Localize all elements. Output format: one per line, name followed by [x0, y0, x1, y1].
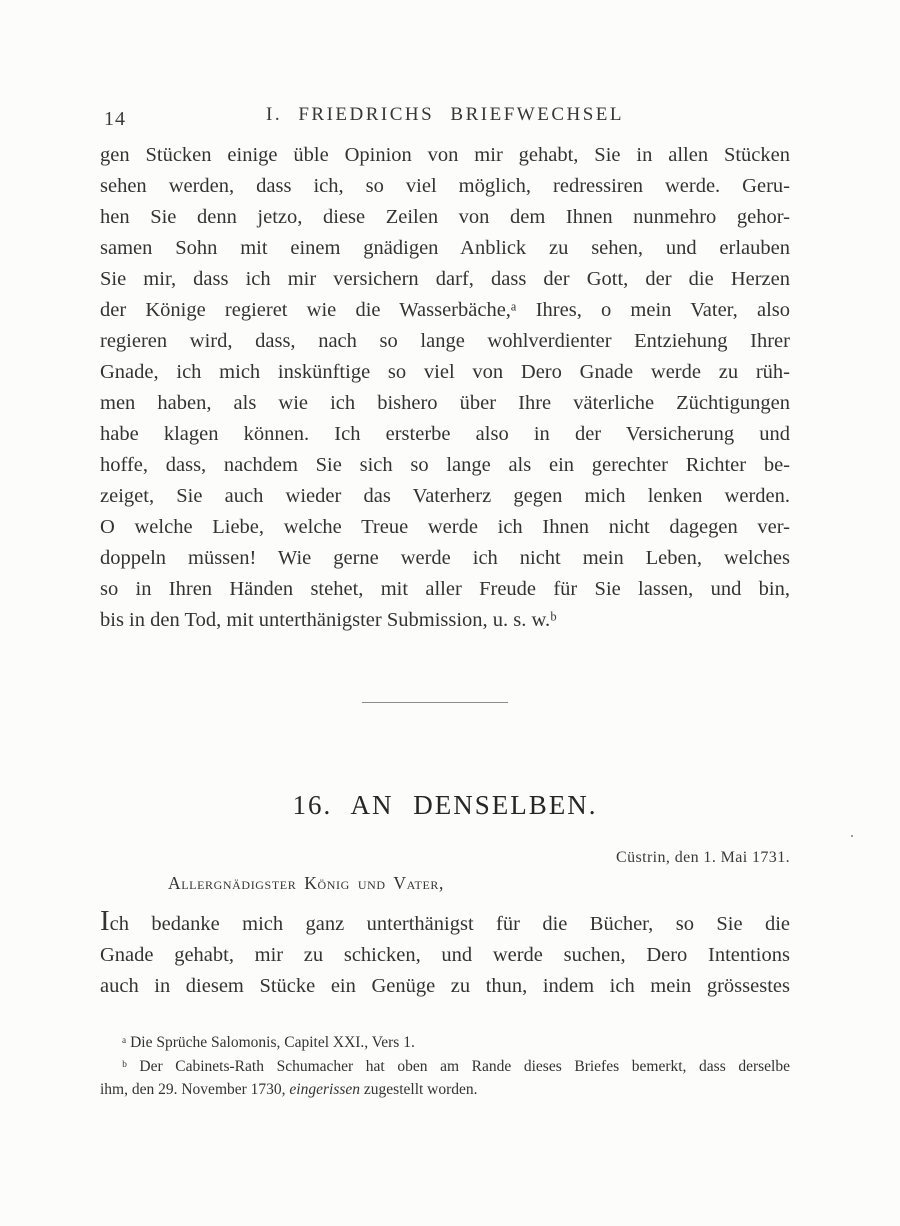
text-line: sehen werden, dass ich, so viel möglich, redressiren werde. Geru- — [100, 175, 790, 197]
text-line: Gnade, ich mich inskünftige so viel von Dero Gnade werde zu rüh- — [100, 361, 790, 383]
footnote-b-line2-pre: ihm, den 29. November 1730, — [100, 1081, 290, 1098]
letter-16-dateline: Cüstrin, den 1. Mai 1731. — [616, 849, 790, 866]
text-line-with-footnote-marker: der Könige regieret wie die Wasserbäche,ᵃ Ihres, o mein Vater, also — [100, 299, 790, 321]
footnote-b-italic-word: eingerissen — [289, 1081, 361, 1098]
scan-speck — [851, 835, 853, 837]
text-line: O welche Liebe, welche Treue werde ich Ihnen nicht dagegen ver- — [100, 516, 790, 538]
text-line-with-footnote-marker: bis in den Tod, mit unterthänigster Submission, u. s. w.ᵇ — [100, 609, 557, 631]
text-line: Gnade gehabt, mir zu schicken, und werde suchen, Dero Intentions — [100, 944, 790, 966]
text-line: gen Stücken einige üble Opinion von mir gehabt, Sie in allen Stücken — [100, 144, 790, 166]
running-title: I. FRIEDRICHS BRIEFWECHSEL — [266, 104, 624, 125]
section-divider — [362, 702, 508, 703]
text-line: Sie mir, dass ich mir versichern darf, dass der Gott, der die Herzen — [100, 268, 790, 290]
drop-cap-initial: I — [100, 905, 110, 937]
footnotes — [100, 1031, 790, 1102]
text-line: men haben, als wie ich bishero über Ihre väterliche Züchtigungen — [100, 392, 790, 414]
letter-15-body — [100, 140, 790, 636]
page-number: 14 — [104, 108, 126, 130]
text-line: hoffe, dass, nachdem Sie sich so lange als ein gerechter Richter be- — [100, 454, 790, 476]
text-line: auch in diesem Stücke ein Genüge zu thun, indem ich mein grössestes — [100, 975, 790, 997]
text-line: so in Ihren Händen stehet, mit aller Freude für Sie lassen, und bin, — [100, 578, 790, 600]
letter-16-heading: 16. AN DENSELBEN. — [292, 790, 598, 820]
footnote-b-line2 — [100, 1078, 790, 1102]
text-line: zeiget, Sie auch wieder das Vaterherz gegen mich lenken werden. — [100, 485, 790, 507]
text-line: samen Sohn mit einem gnädigen Anblick zu sehen, und erlauben — [100, 237, 790, 259]
letter-16-body — [100, 905, 790, 1002]
footnote-b-line2-post: zugestellt worden. — [360, 1081, 478, 1098]
page-header — [100, 104, 790, 134]
text-line: hen Sie denn jetzo, diese Zeilen von dem Ihnen nunmehro gehor- — [100, 206, 790, 228]
text-line-rest: ch bedanke mich ganz unterthänigst für die Bücher, so Sie die — [109, 913, 790, 935]
text-line: regieren wird, dass, nach so lange wohlverdienter Entziehung Ihrer — [100, 330, 790, 352]
text-line — [100, 905, 790, 940]
text-line: doppeln müssen! Wie gerne werde ich nicht mein Leben, welches — [100, 547, 790, 569]
letter-16-salutation: Allergnädigster König und Vater, — [168, 873, 444, 893]
footnote-a: ᵃ Die Sprüche Salomonis, Capitel XXI., Vers 1. — [122, 1034, 415, 1051]
text-line: habe klagen können. Ich ersterbe also in der Versicherung und — [100, 423, 790, 445]
footnote-b-line1: ᵇ Der Cabinets-Rath Schumacher hat oben am Rande dieses Briefes bemerkt, dass derselbe — [122, 1057, 790, 1075]
